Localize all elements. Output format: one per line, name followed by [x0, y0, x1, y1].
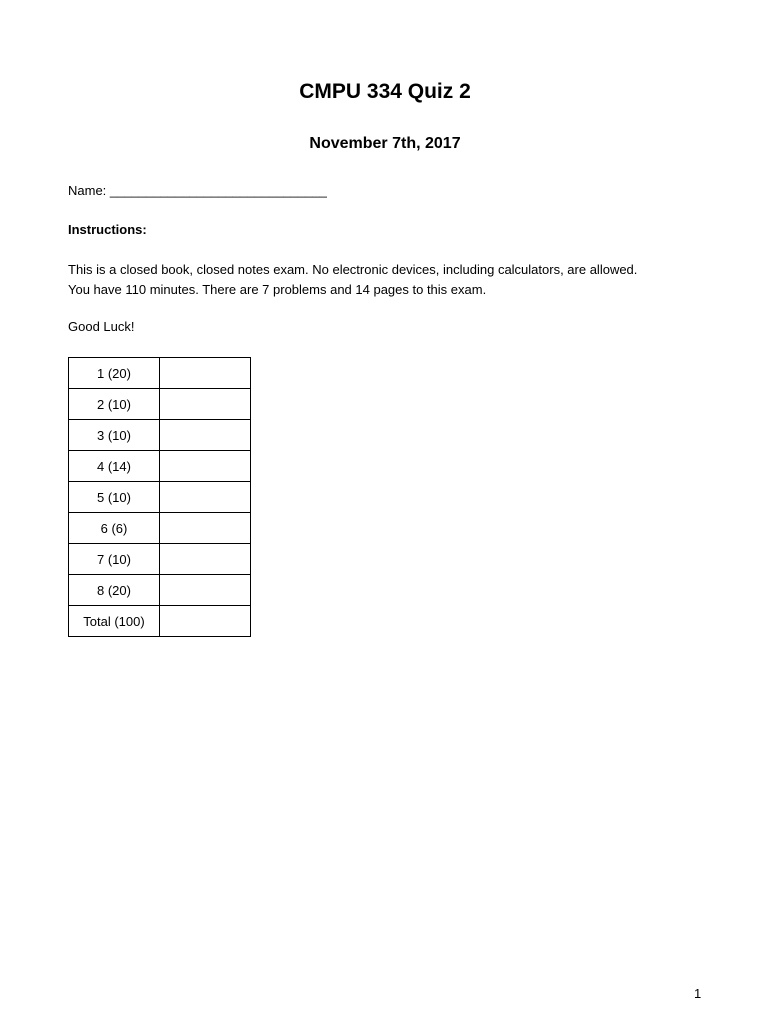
instructions-line-2: You have 110 minutes. There are 7 problems and 14 pages to this exam.	[68, 282, 487, 297]
score-cell	[160, 358, 251, 389]
score-cell	[160, 544, 251, 575]
table-row	[69, 358, 251, 389]
table-row	[69, 606, 251, 637]
name-field-line: Name: ______________________________	[68, 183, 327, 198]
total-label: Total (100)	[69, 606, 160, 637]
score-cell	[160, 420, 251, 451]
table-row	[69, 575, 251, 606]
table-row	[69, 544, 251, 575]
table-row	[69, 451, 251, 482]
score-cell	[160, 482, 251, 513]
exam-date: November 7th, 2017	[309, 135, 461, 152]
problem-label: 2 (10)	[69, 389, 160, 420]
table-row	[69, 389, 251, 420]
problem-label: 8 (20)	[69, 575, 160, 606]
score-cell	[160, 451, 251, 482]
score-cell	[160, 575, 251, 606]
problem-label: 6 (6)	[69, 513, 160, 544]
problem-label: 3 (10)	[69, 420, 160, 451]
good-luck-text: Good Luck!	[68, 319, 135, 334]
instructions-line-1: This is a closed book, closed notes exam. No electronic devices, including calculators, are allowed.	[68, 262, 638, 277]
page-title: CMPU 334 Quiz 2	[299, 80, 471, 103]
instructions-heading: Instructions:	[68, 222, 147, 237]
problem-label: 4 (14)	[69, 451, 160, 482]
table-row	[69, 420, 251, 451]
score-cell	[160, 513, 251, 544]
table-row	[69, 482, 251, 513]
problem-label: 1 (20)	[69, 358, 160, 389]
score-cell	[160, 389, 251, 420]
score-table	[68, 357, 251, 637]
problem-label: 5 (10)	[69, 482, 160, 513]
problem-label: 7 (10)	[69, 544, 160, 575]
page-number: 1	[694, 986, 702, 1001]
table-row	[69, 513, 251, 544]
total-score-cell	[160, 606, 251, 637]
instructions-body	[68, 260, 637, 300]
